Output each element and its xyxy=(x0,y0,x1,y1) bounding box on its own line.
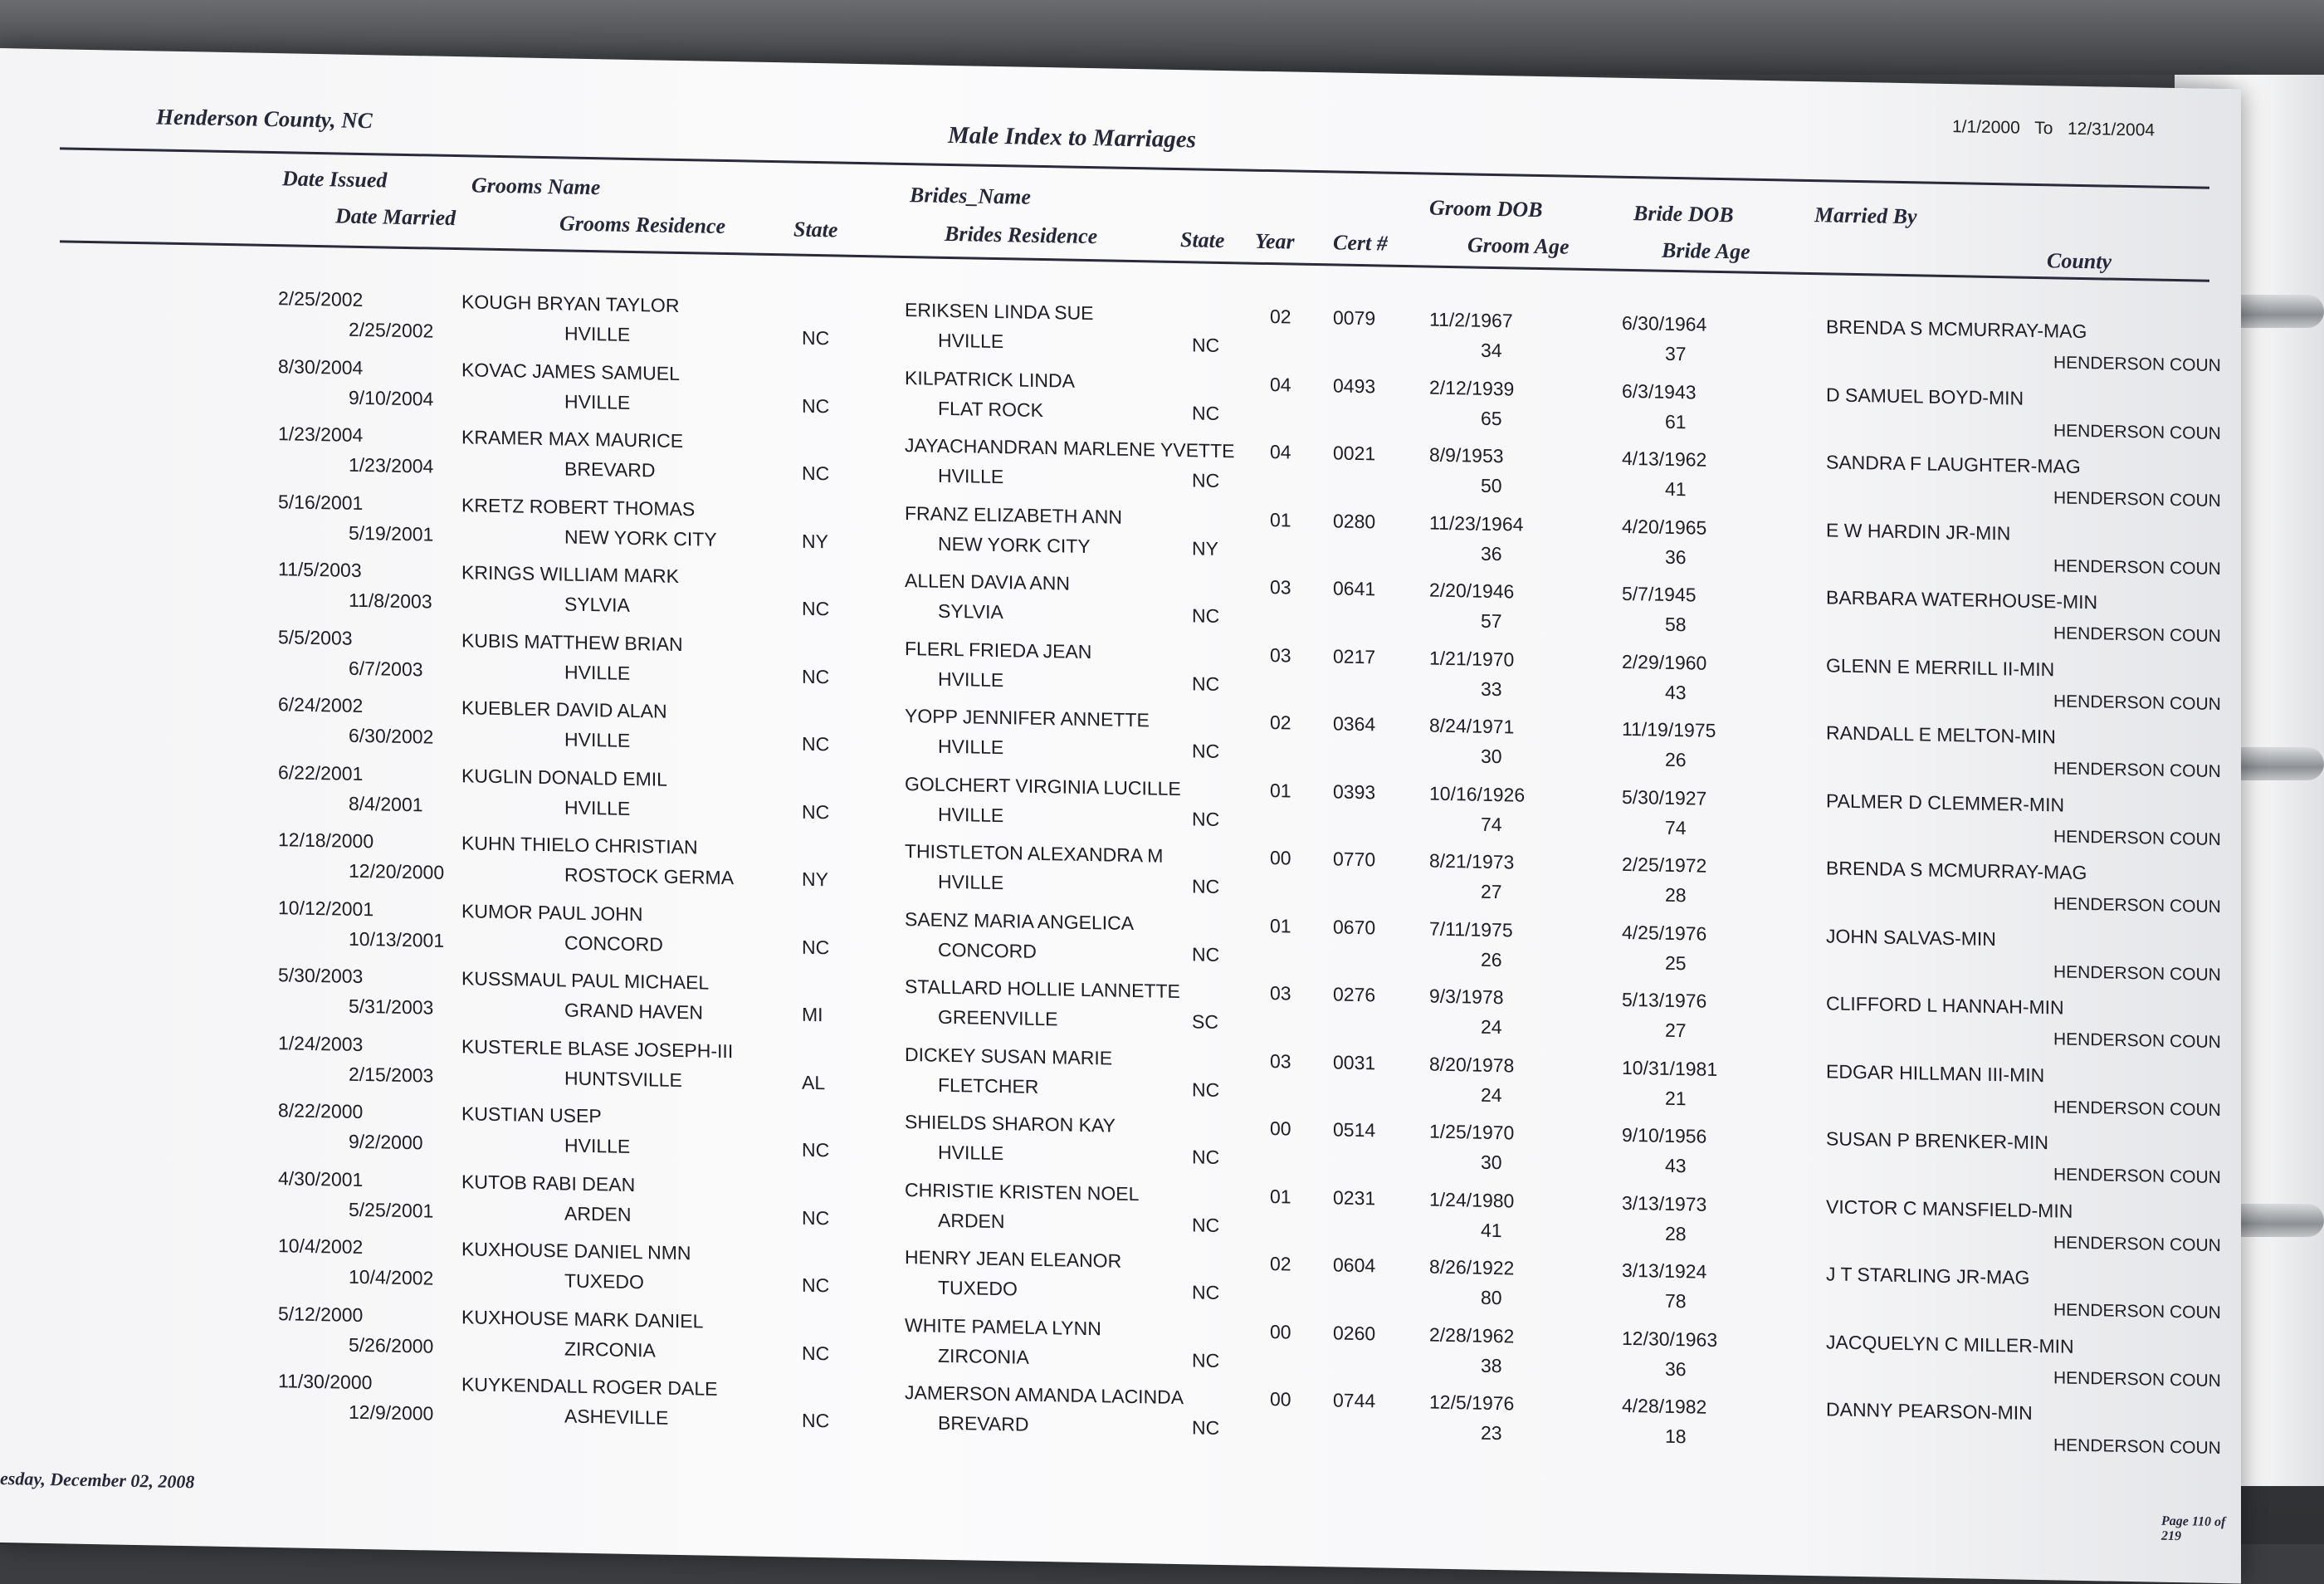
cell-date-issued: 11/5/2003 xyxy=(278,558,362,581)
cell-cert-number: 0260 xyxy=(1333,1321,1376,1344)
col-grooms-name: Grooms Name xyxy=(471,173,601,200)
cell-groom-age: 74 xyxy=(1481,813,1502,835)
cell-groom-residence: CONCORD xyxy=(564,931,663,956)
cell-county: HENDERSON COUN xyxy=(2053,1165,2221,1188)
cell-groom-state: AL xyxy=(802,1071,826,1093)
header-rule-bottom xyxy=(60,237,2209,281)
cell-cert-number: 0031 xyxy=(1333,1050,1376,1073)
cell-groom-age: 80 xyxy=(1481,1286,1502,1309)
cell-date-married: 5/31/2003 xyxy=(349,995,434,1019)
cell-bride-dob: 2/25/1972 xyxy=(1622,853,1707,877)
cell-groom-residence: HVILLE xyxy=(564,322,631,345)
cell-bride-state: NC xyxy=(1192,807,1220,830)
cell-date-issued: 6/24/2002 xyxy=(278,693,364,717)
cell-bride-age: 43 xyxy=(1665,681,1687,703)
cell-bride-residence: BREVARD xyxy=(938,1411,1029,1435)
cell-bride-residence: CONCORD xyxy=(938,938,1037,962)
cell-groom-age: 41 xyxy=(1481,1219,1502,1241)
cell-groom-name: KUSTIAN USEP xyxy=(461,1102,602,1127)
cell-date-married: 11/8/2003 xyxy=(349,589,432,613)
cell-county: HENDERSON COUN xyxy=(2053,555,2221,579)
cell-county: HENDERSON COUN xyxy=(2053,420,2221,443)
cell-date-married: 5/19/2001 xyxy=(349,521,434,545)
cell-groom-age: 30 xyxy=(1481,745,1502,768)
cell-bride-age: 28 xyxy=(1665,883,1687,907)
cell-bride-residence: FLETCHER xyxy=(938,1073,1039,1098)
cell-groom-name: KRETZ ROBERT THOMAS xyxy=(461,493,696,520)
cell-groom-state: NC xyxy=(802,394,830,417)
cell-married-by: JOHN SALVAS-MIN xyxy=(1826,924,1996,950)
cell-cert-number: 0770 xyxy=(1333,848,1376,871)
cell-bride-age: 26 xyxy=(1665,748,1687,771)
cell-married-by: JACQUELYN C MILLER-MIN xyxy=(1826,1330,2074,1357)
cell-year: 01 xyxy=(1270,1185,1291,1208)
cell-county: HENDERSON COUN xyxy=(2053,353,2221,376)
cell-cert-number: 0744 xyxy=(1333,1389,1376,1412)
cell-county: HENDERSON COUN xyxy=(2053,961,2221,985)
cell-groom-name: KRINGS WILLIAM MARK xyxy=(461,561,679,587)
cell-married-by: RANDALL E MELTON-MIN xyxy=(1826,721,2056,748)
cell-groom-age: 24 xyxy=(1481,1083,1502,1106)
cell-bride-state: NC xyxy=(1192,469,1220,491)
cell-bride-state: NC xyxy=(1192,942,1220,966)
cell-bride-state: NC xyxy=(1192,334,1220,356)
col-grooms-residence: Grooms Residence xyxy=(559,211,726,239)
cell-groom-dob: 8/9/1953 xyxy=(1429,443,1504,467)
cell-married-by: VICTOR C MANSFIELD-MIN xyxy=(1826,1195,2073,1222)
cell-cert-number: 0393 xyxy=(1333,780,1376,803)
cell-county: HENDERSON COUN xyxy=(2053,759,2221,782)
cell-groom-name: KOUGH BRYAN TAYLOR xyxy=(461,291,680,317)
cell-county: HENDERSON COUN xyxy=(2053,1367,2221,1391)
cell-married-by: DANNY PEARSON-MIN xyxy=(1826,1398,2033,1424)
cell-groom-name: KUXHOUSE MARK DANIEL xyxy=(461,1305,704,1332)
cell-county: HENDERSON COUN xyxy=(2053,1232,2221,1255)
cell-groom-name: KUGLIN DONALD EMIL xyxy=(461,764,667,790)
cell-bride-dob: 11/19/1975 xyxy=(1622,717,1716,741)
cell-bride-name: STALLARD HOLLIE LANNETTE xyxy=(905,975,1180,1003)
cell-bride-residence: TUXEDO xyxy=(938,1276,1018,1300)
cell-date-married: 10/13/2001 xyxy=(349,927,445,951)
cell-groom-dob: 2/12/1939 xyxy=(1429,376,1515,399)
cell-year: 00 xyxy=(1270,847,1291,869)
cell-bride-name: CHRISTIE KRISTEN NOEL xyxy=(905,1178,1140,1205)
cell-bride-age: 21 xyxy=(1665,1087,1687,1109)
cell-bride-dob: 4/28/1982 xyxy=(1622,1394,1707,1418)
cell-bride-dob: 3/13/1973 xyxy=(1622,1191,1707,1215)
cell-year: 01 xyxy=(1270,779,1291,802)
cell-year: 04 xyxy=(1270,441,1291,463)
cell-date-issued: 12/18/2000 xyxy=(278,829,374,853)
cell-groom-dob: 9/3/1978 xyxy=(1429,985,1504,1009)
cell-cert-number: 0604 xyxy=(1333,1254,1376,1277)
cell-date-married: 2/25/2002 xyxy=(349,318,434,342)
cell-year: 03 xyxy=(1270,576,1291,599)
cell-groom-residence: ASHEVILLE xyxy=(564,1405,669,1429)
cell-groom-residence: HVILLE xyxy=(564,660,631,684)
cell-bride-dob: 12/30/1963 xyxy=(1622,1327,1718,1351)
cell-date-issued: 2/25/2002 xyxy=(278,287,364,311)
cell-date-married: 2/15/2003 xyxy=(349,1063,434,1087)
cell-cert-number: 0670 xyxy=(1333,915,1376,938)
cell-groom-dob: 8/26/1922 xyxy=(1429,1255,1515,1279)
cell-groom-state: NC xyxy=(802,1409,830,1432)
cell-groom-residence: ARDEN xyxy=(564,1201,632,1225)
cell-bride-name: WHITE PAMELA LYNN xyxy=(905,1313,1101,1339)
cell-bride-residence: HVILLE xyxy=(938,735,1004,759)
cell-married-by: BRENDA S MCMURRAY-MAG xyxy=(1826,857,2087,884)
cell-bride-residence: ZIRCONIA xyxy=(938,1344,1029,1368)
col-bride-age: Bride Age xyxy=(1662,237,1750,264)
cell-bride-dob: 5/7/1945 xyxy=(1622,582,1697,606)
cell-groom-state: NC xyxy=(802,1342,830,1364)
cell-bride-residence: SYLVIA xyxy=(938,599,1003,623)
cell-bride-residence: NEW YORK CITY xyxy=(938,532,1091,557)
cell-bride-age: 36 xyxy=(1665,545,1687,568)
cell-groom-state: MI xyxy=(802,1003,823,1026)
cell-bride-residence: HVILLE xyxy=(938,329,1004,353)
cell-bride-dob: 6/3/1943 xyxy=(1622,379,1697,403)
cell-bride-residence: FLAT ROCK xyxy=(938,397,1043,421)
cell-date-married: 5/25/2001 xyxy=(349,1198,434,1222)
cell-groom-state: NC xyxy=(802,462,830,485)
cell-bride-name: JAMERSON AMANDA LACINDA xyxy=(905,1381,1184,1409)
cell-groom-age: 34 xyxy=(1481,339,1502,362)
cell-groom-residence: SYLVIA xyxy=(564,593,630,616)
cell-bride-state: NC xyxy=(1192,604,1220,627)
cell-date-married: 6/7/2003 xyxy=(349,657,423,680)
cell-bride-state: SC xyxy=(1192,1010,1218,1033)
cell-groom-age: 30 xyxy=(1481,1151,1502,1174)
col-married-by: Married By xyxy=(1814,203,1917,229)
cell-groom-dob: 1/25/1970 xyxy=(1429,1120,1515,1144)
cell-date-issued: 6/22/2001 xyxy=(278,760,364,785)
cell-bride-age: 36 xyxy=(1665,1357,1687,1380)
cell-bride-residence: HVILLE xyxy=(938,464,1004,488)
cell-groom-state: NC xyxy=(802,732,830,755)
cell-date-married: 6/30/2002 xyxy=(349,724,434,748)
cell-county: HENDERSON COUN xyxy=(2053,894,2221,917)
cell-groom-residence: BREVARD xyxy=(564,457,656,482)
cell-bride-dob: 2/29/1960 xyxy=(1622,650,1707,674)
cell-groom-name: KUXHOUSE DANIEL NMN xyxy=(461,1238,691,1264)
cell-cert-number: 0493 xyxy=(1333,374,1376,397)
cell-bride-name: ALLEN DAVIA ANN xyxy=(905,569,1070,594)
cell-county: HENDERSON COUN xyxy=(2053,1300,2221,1323)
cell-groom-name: KRAMER MAX MAURICE xyxy=(461,426,684,452)
cell-bride-name: JAYACHANDRAN MARLENE YVETTE xyxy=(905,433,1235,462)
cell-groom-age: 65 xyxy=(1481,407,1502,429)
cell-married-by: CLIFFORD L HANNAH-MIN xyxy=(1826,992,2064,1019)
cell-date-issued: 10/4/2002 xyxy=(278,1234,364,1259)
cell-cert-number: 0364 xyxy=(1333,712,1376,736)
cell-bride-residence: ARDEN xyxy=(938,1209,1005,1232)
cell-bride-state: NC xyxy=(1192,401,1220,424)
cell-married-by: BARBARA WATERHOUSE-MIN xyxy=(1826,586,2098,614)
cell-date-issued: 11/30/2000 xyxy=(278,1370,373,1394)
cell-groom-state: NC xyxy=(802,800,830,823)
cell-groom-state: NC xyxy=(802,597,830,620)
cell-date-issued: 4/30/2001 xyxy=(278,1166,364,1190)
col-brides-residence: Brides Residence xyxy=(945,221,1098,249)
cell-groom-residence: TUXEDO xyxy=(564,1269,644,1293)
cell-date-married: 9/2/2000 xyxy=(349,1130,423,1154)
cell-cert-number: 0514 xyxy=(1333,1118,1376,1142)
cell-county: HENDERSON COUN xyxy=(2053,691,2221,714)
cell-year: 02 xyxy=(1270,306,1291,328)
cell-bride-dob: 5/13/1976 xyxy=(1622,988,1707,1012)
date-range xyxy=(1952,117,2155,140)
cell-county: HENDERSON COUN xyxy=(2053,1097,2221,1120)
col-bride-dob: Bride DOB xyxy=(1633,201,1734,227)
cell-year: 02 xyxy=(1270,711,1291,734)
date-range-to: 12/31/2004 xyxy=(2067,119,2156,140)
cell-bride-name: THISTLETON ALEXANDRA M xyxy=(905,839,1164,867)
cell-bride-dob: 6/30/1964 xyxy=(1622,311,1707,335)
cell-year: 01 xyxy=(1270,508,1291,531)
cell-married-by: SANDRA F LAUGHTER-MAG xyxy=(1826,451,2081,477)
cell-date-issued: 1/23/2004 xyxy=(278,423,364,447)
cell-bride-dob: 9/10/1956 xyxy=(1622,1123,1707,1147)
cell-bride-age: 61 xyxy=(1665,410,1687,433)
cell-groom-age: 33 xyxy=(1481,677,1502,700)
cell-bride-name: ERIKSEN LINDA SUE xyxy=(905,298,1094,325)
cell-bride-state: NC xyxy=(1192,1416,1220,1439)
cell-cert-number: 0217 xyxy=(1333,644,1376,667)
cell-bride-name: SHIELDS SHARON KAY xyxy=(905,1110,1116,1137)
cell-groom-residence: GRAND HAVEN xyxy=(564,999,703,1024)
cell-married-by: GLENN E MERRILL II-MIN xyxy=(1826,653,2055,680)
cell-bride-name: FLERL FRIEDA JEAN xyxy=(905,637,1092,662)
cell-married-by: D SAMUEL BOYD-MIN xyxy=(1826,383,2024,409)
cell-date-issued: 5/16/2001 xyxy=(278,490,364,514)
cell-bride-name: FRANZ ELIZABETH ANN xyxy=(905,501,1122,528)
cell-married-by: PALMER D CLEMMER-MIN xyxy=(1826,789,2065,816)
cell-date-married: 12/9/2000 xyxy=(349,1401,434,1425)
cell-groom-age: 23 xyxy=(1481,1421,1502,1445)
cell-groom-residence: HVILLE xyxy=(564,795,631,819)
cell-county: HENDERSON COUN xyxy=(2053,1029,2221,1053)
cell-bride-dob: 4/20/1965 xyxy=(1622,515,1707,539)
cell-bride-residence: GREENVILLE xyxy=(938,1005,1058,1030)
cell-bride-residence: HVILLE xyxy=(938,870,1004,894)
cell-bride-name: SAENZ MARIA ANGELICA xyxy=(905,907,1135,934)
cell-groom-dob: 1/21/1970 xyxy=(1429,647,1515,670)
date-range-from: 1/1/2000 xyxy=(1952,117,2020,138)
cell-groom-residence: ROSTOCK GERMA xyxy=(564,863,735,889)
cell-bride-state: NC xyxy=(1192,1281,1220,1303)
cell-bride-residence: HVILLE xyxy=(938,1141,1004,1165)
cell-bride-dob: 5/30/1927 xyxy=(1622,785,1707,809)
cell-married-by: E W HARDIN JR-MIN xyxy=(1826,518,2011,544)
cell-groom-dob: 1/24/1980 xyxy=(1429,1188,1515,1211)
cell-date-issued: 1/24/2003 xyxy=(278,1031,364,1055)
cell-groom-state: NY xyxy=(802,868,828,891)
cell-bride-age: 37 xyxy=(1665,342,1687,365)
cell-groom-residence: HVILLE xyxy=(564,1134,631,1157)
cell-groom-residence: HUNTSVILLE xyxy=(564,1066,682,1091)
cell-groom-state: NC xyxy=(802,1138,830,1161)
cell-groom-state: NY xyxy=(802,530,828,552)
cell-groom-age: 38 xyxy=(1481,1354,1502,1376)
cell-date-married: 9/10/2004 xyxy=(349,386,434,410)
cell-groom-name: KUSTERLE BLASE JOSEPH-III xyxy=(461,1034,734,1062)
cell-groom-dob: 8/20/1978 xyxy=(1429,1053,1515,1076)
cell-groom-dob: 8/24/1971 xyxy=(1429,714,1515,738)
cell-bride-age: 18 xyxy=(1665,1425,1687,1448)
report-page xyxy=(0,48,2241,1583)
cell-bride-age: 43 xyxy=(1665,1154,1687,1177)
cell-bride-name: YOPP JENNIFER ANNETTE xyxy=(905,704,1150,731)
cell-date-issued: 5/5/2003 xyxy=(278,625,353,649)
date-range-to-label: To xyxy=(2034,118,2053,139)
cell-bride-state: NC xyxy=(1192,875,1220,897)
cell-groom-name: KUYKENDALL ROGER DALE xyxy=(461,1373,718,1400)
cell-date-issued: 8/30/2004 xyxy=(278,354,364,379)
col-date-issued: Date Issued xyxy=(282,166,388,193)
report-title: Male Index to Marriages xyxy=(948,121,1196,154)
cell-bride-dob: 4/13/1962 xyxy=(1622,447,1707,471)
cell-bride-age: 28 xyxy=(1665,1222,1687,1244)
cell-date-issued: 5/30/2003 xyxy=(278,964,364,988)
cell-date-issued: 10/12/2001 xyxy=(278,896,374,920)
cell-bride-residence: HVILLE xyxy=(938,803,1004,826)
county-title: Henderson County, NC xyxy=(156,104,373,134)
cell-bride-state: NC xyxy=(1192,1348,1220,1371)
cell-groom-dob: 10/16/1926 xyxy=(1429,782,1526,806)
cell-groom-state: NC xyxy=(802,665,830,687)
cell-bride-state: NC xyxy=(1192,740,1220,762)
cell-date-married: 5/26/2000 xyxy=(349,1333,434,1357)
cell-groom-residence: ZIRCONIA xyxy=(564,1337,656,1361)
cell-year: 02 xyxy=(1270,1253,1291,1275)
cell-cert-number: 0231 xyxy=(1333,1186,1376,1209)
cell-cert-number: 0021 xyxy=(1333,442,1376,465)
cell-groom-name: KUBIS MATTHEW BRIAN xyxy=(461,628,683,655)
cell-year: 03 xyxy=(1270,1049,1291,1073)
cell-date-married: 8/4/2001 xyxy=(349,792,423,815)
cell-groom-age: 36 xyxy=(1481,542,1502,565)
cell-groom-state: NC xyxy=(802,1274,830,1297)
cell-groom-dob: 11/2/1967 xyxy=(1429,308,1513,332)
col-cert: Cert # xyxy=(1333,230,1388,256)
cell-date-issued: 8/22/2000 xyxy=(278,1099,364,1123)
cell-date-married: 10/4/2002 xyxy=(349,1265,434,1289)
cell-groom-state: NC xyxy=(802,1206,830,1229)
cell-groom-dob: 12/5/1976 xyxy=(1429,1391,1515,1415)
cell-groom-residence: HVILLE xyxy=(564,728,631,751)
cell-year: 04 xyxy=(1270,373,1291,396)
col-groom-state: State xyxy=(793,217,838,242)
cell-year: 00 xyxy=(1270,1117,1291,1140)
cell-groom-name: KUHN THIELO CHRISTIAN xyxy=(461,832,698,858)
cell-groom-residence: NEW YORK CITY xyxy=(564,525,717,550)
col-groom-dob: Groom DOB xyxy=(1429,195,1543,222)
cell-groom-dob: 2/20/1946 xyxy=(1429,579,1515,603)
cell-county: HENDERSON COUN xyxy=(2053,1435,2221,1459)
cell-cert-number: 0276 xyxy=(1333,983,1376,1006)
cell-bride-age: 27 xyxy=(1665,1019,1687,1042)
cell-county: HENDERSON COUN xyxy=(2053,488,2221,511)
cell-county: HENDERSON COUN xyxy=(2053,623,2221,647)
cell-groom-name: KUEBLER DAVID ALAN xyxy=(461,697,667,722)
cell-bride-dob: 10/31/1981 xyxy=(1622,1056,1718,1080)
cell-groom-age: 50 xyxy=(1481,474,1502,497)
col-year: Year xyxy=(1255,228,1295,254)
col-brides-name: Brides_Name xyxy=(910,183,1031,209)
cell-groom-name: KUSSMAUL PAUL MICHAEL xyxy=(461,967,710,994)
cell-groom-state: NC xyxy=(802,936,830,958)
cell-bride-name: GOLCHERT VIRGINIA LUCILLE xyxy=(905,772,1181,799)
cell-bride-state: NC xyxy=(1192,672,1220,695)
cell-groom-state: NC xyxy=(802,326,830,350)
page-number: Page 110 of 219 xyxy=(2161,1513,2226,1544)
cell-bride-name: KILPATRICK LINDA xyxy=(905,366,1075,392)
cell-groom-dob: 8/21/1973 xyxy=(1429,849,1515,873)
cell-bride-state: NC xyxy=(1192,1078,1220,1101)
cell-bride-age: 25 xyxy=(1665,951,1687,974)
cell-bride-dob: 3/13/1924 xyxy=(1622,1259,1707,1283)
cell-groom-residence: HVILLE xyxy=(564,389,631,413)
cell-bride-name: HENRY JEAN ELEANOR xyxy=(905,1245,1122,1272)
cell-groom-name: KUMOR PAUL JOHN xyxy=(461,899,643,925)
cell-year: 00 xyxy=(1270,1388,1291,1410)
cell-year: 03 xyxy=(1270,982,1291,1005)
cell-bride-state: NC xyxy=(1192,1146,1220,1168)
cell-bride-dob: 4/25/1976 xyxy=(1622,921,1707,945)
cell-year: 00 xyxy=(1270,1320,1291,1343)
cell-married-by: J T STARLING JR-MAG xyxy=(1826,1263,2030,1288)
cell-date-married: 1/23/2004 xyxy=(349,453,434,477)
cell-bride-age: 78 xyxy=(1665,1289,1687,1313)
cell-married-by: BRENDA S MCMURRAY-MAG xyxy=(1826,315,2087,343)
cell-cert-number: 0079 xyxy=(1333,306,1376,330)
cell-bride-age: 58 xyxy=(1665,613,1687,636)
col-date-married: Date Married xyxy=(335,203,456,231)
cell-groom-age: 24 xyxy=(1481,1015,1502,1039)
cell-cert-number: 0280 xyxy=(1333,509,1376,532)
cell-married-by: EDGAR HILLMAN III-MIN xyxy=(1826,1059,2045,1086)
col-county: County xyxy=(2047,248,2112,274)
cell-bride-age: 41 xyxy=(1665,477,1687,501)
cell-bride-state: NY xyxy=(1192,536,1218,560)
cell-date-issued: 5/12/2000 xyxy=(278,1302,364,1326)
cell-bride-name: DICKEY SUSAN MARIE xyxy=(905,1043,1113,1069)
cell-groom-name: KOVAC JAMES SAMUEL xyxy=(461,358,680,384)
cell-bride-residence: HVILLE xyxy=(938,667,1004,691)
cell-bride-state: NC xyxy=(1192,1213,1220,1236)
cell-groom-name: KUTOB RABI DEAN xyxy=(461,1170,636,1195)
cell-year: 01 xyxy=(1270,914,1291,937)
cell-bride-age: 74 xyxy=(1665,816,1687,838)
cell-married-by: SUSAN P BRENKER-MIN xyxy=(1826,1127,2048,1154)
cell-year: 03 xyxy=(1270,643,1291,667)
cell-groom-age: 57 xyxy=(1481,609,1502,633)
cell-groom-age: 26 xyxy=(1481,948,1502,970)
cell-groom-dob: 2/28/1962 xyxy=(1429,1323,1515,1347)
cell-groom-dob: 11/23/1964 xyxy=(1429,511,1524,535)
cell-date-married: 12/20/2000 xyxy=(349,859,445,883)
col-bride-state: State xyxy=(1180,227,1225,253)
printed-date: esday, December 02, 2008 xyxy=(0,1468,195,1493)
cell-county: HENDERSON COUN xyxy=(2053,826,2221,849)
col-groom-age: Groom Age xyxy=(1467,232,1570,259)
cell-groom-dob: 7/11/1975 xyxy=(1429,917,1513,941)
cell-groom-age: 27 xyxy=(1481,880,1502,903)
cell-cert-number: 0641 xyxy=(1333,577,1376,600)
